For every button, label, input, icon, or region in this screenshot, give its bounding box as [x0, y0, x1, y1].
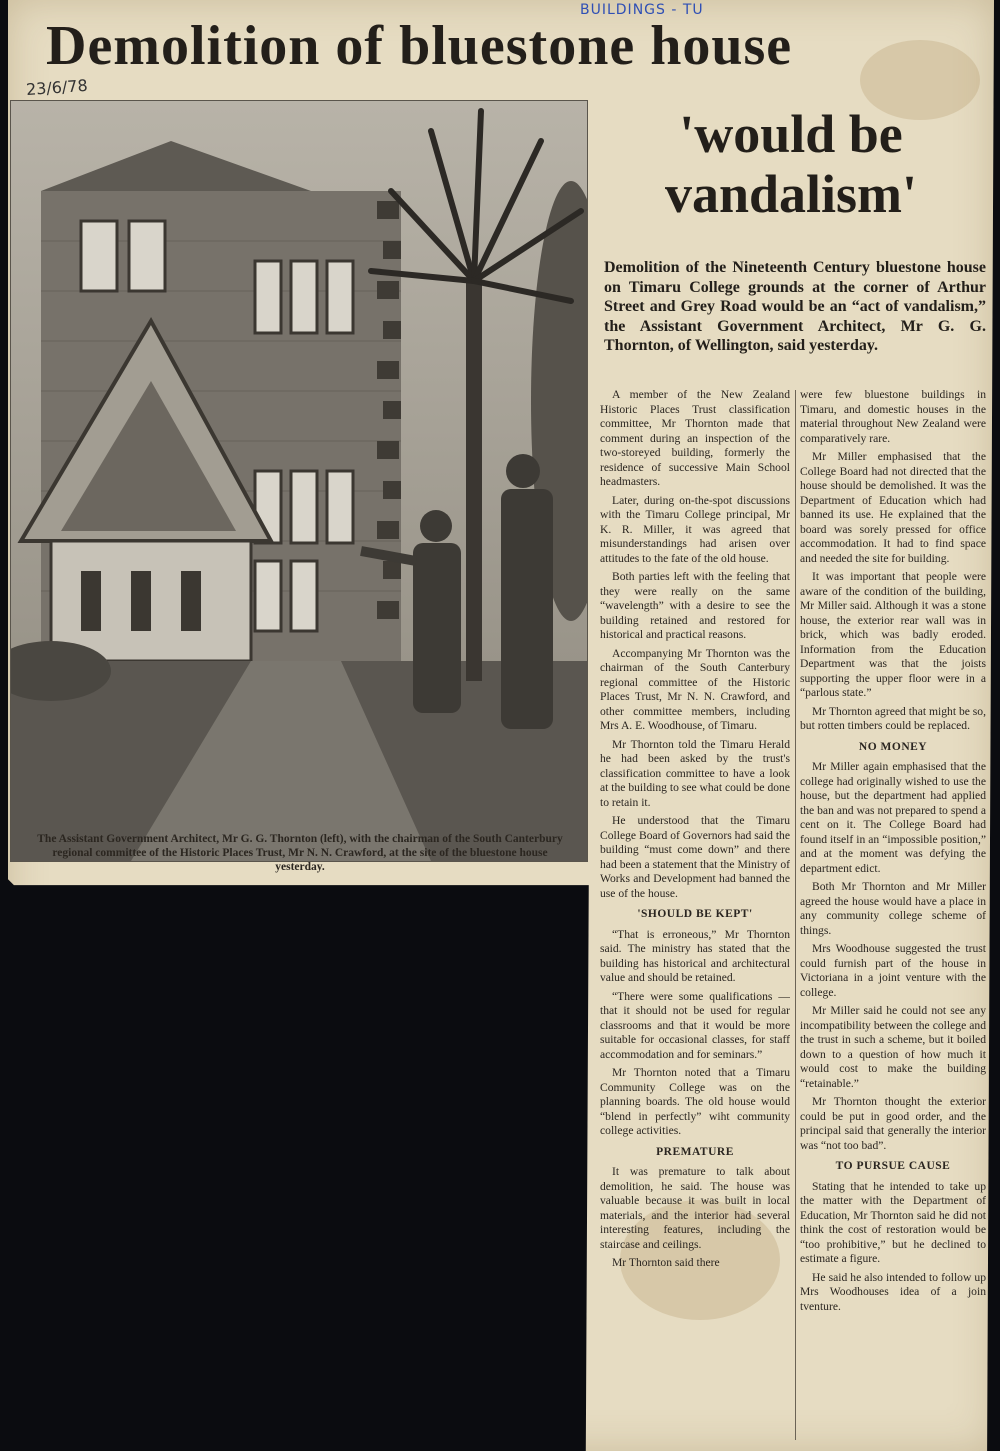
paragraph: He said he also intended to follow up Mrs Woodhouses idea of a join tventure.: [800, 1270, 986, 1313]
subheading: TO PURSUE CAUSE: [835, 1160, 951, 1172]
paragraph: were few bluestone buildings in Timaru, and domestic houses in the material throughout New Zealand were comparatively rare.: [800, 388, 986, 445]
paragraph: It was premature to talk about demolition, he said. The house was valuable because it was built in local materials, and the interior had several interesting features, including the staircase and ceilings.: [600, 1165, 790, 1251]
headline-line-1: Demolition of bluestone house: [46, 15, 793, 77]
paragraph: Later, during on-the-spot discussions with the Timaru College principal, Mr K. R. Miller, it was agreed that misunderstandings had arisen over attitudes to the fate of the old house.: [600, 493, 790, 565]
handwritten-date-note: 23/6/78: [25, 75, 89, 100]
headline-subtitle: [606, 104, 976, 224]
subheading: NO MONEY: [858, 740, 928, 753]
paragraph: Mr Miller said he could not see any incompatibility between the college and the trust in such a scheme, but it boiled down to a question of how much it would cost to make the building “retainable.”: [800, 1004, 986, 1090]
paragraph: Both Mr Thornton and Mr Miller agreed the house would have a place in any community college scheme of things.: [800, 880, 986, 937]
paragraph: Mrs Woodhouse suggested the trust could furnish part of the house in Victoriana in a joint venture with the college.: [800, 942, 986, 999]
subheading: PREMATURE: [656, 1145, 734, 1158]
paragraph: Accompanying Mr Thornton was the chairman of the South Canterbury regional committee of the Historic Places Trust, Mr N. N. Crawford, and other committee members, including Mrs A. E. Woodhouse, of Timaru.: [600, 646, 790, 732]
article-lead: Demolition of the Nineteenth Century bluestone house on Timaru College grounds at the corner of Arthur Street and Grey Road would be an “act of vandalism,” the Assistant Government Architect, Mr G. G. Thornton, of Wellington, said yesterday.: [604, 259, 986, 354]
paragraph: Mr Thornton thought the exterior could be put in good order, and the principal said that generally the interior was “not too bad”.: [800, 1095, 986, 1152]
paragraph: Both parties left with the feeling that they were really on the same “wavelength” with a desire to see the building retained and restored for historical and practical reasons.: [600, 570, 790, 641]
paragraph: It was important that people were aware of the condition of the building, Mr Miller said. Although it was a stone house, the exterior rear wall was in brick, which was badly eroded. Information from the Education Department was that the joists supporting the upper floor were in a “parlous state.”: [800, 570, 986, 699]
photo-caption: The Assistant Government Architect, Mr G. G. Thornton (left), with the chairman of the South Canterbury regional committee of the Historic Places Trust, Mr N. N. Crawford, at the site of the bluestone house yesterday.: [37, 833, 563, 873]
paragraph: Mr Miller again emphasised that the college had originally wished to use the house, but the department had applied the ban and was not prepared to spend a cent on it. The College Board had found itself in an “impossible position,” and at the moment was defying the department edict.: [800, 760, 986, 875]
paragraph: Mr Miller emphasised that the College Board had not directed that the house should be demolished. It was the Department of Education which had banned its use. He explained that the board was sorely pressed for office accommodation. It had to find space and needed the site for building.: [800, 450, 986, 565]
headline-line-3: vandalism': [664, 164, 918, 224]
article-column-2: [800, 388, 986, 1448]
paragraph: “That is erroneous,” Mr Thornton said. The ministry has stated that the building has historical and architectural value and should be retained.: [600, 927, 790, 984]
house-photo-illustration: [11, 101, 587, 861]
paragraph: Mr Thornton told the Timaru Herald he had been asked by the trust's classification committee to have a look at the building to see what could be done to retain it.: [600, 737, 790, 809]
paragraph: Mr Thornton said there: [612, 1256, 720, 1269]
paragraph: “There were some qualifications — that it should not be used for regular classrooms and that it would be more suitable for occasional classes, for staff accommodation and for seminars.”: [600, 989, 790, 1061]
handwritten-category-note: BUILDINGS - TU: [580, 2, 704, 18]
paragraph: Mr Thornton noted that a Timaru Community College was on the planning boards. The old house would “blend in perfectly” wiht community college activities.: [600, 1066, 790, 1137]
paragraph: Stating that he intended to take up the matter with the Department of Education, Mr Thornton said he did not think the cost of restoration would be “too prohibitive,” but he declined to estimate a figure.: [800, 1179, 986, 1265]
paragraph: A member of the New Zealand Historic Places Trust classification committee, Mr Thornton made that comment during an inspection of the two-storeyed building, formerly the residence of successive Main School headmasters.: [600, 388, 790, 488]
headline-line-2: 'would be: [679, 104, 903, 164]
article-column-1: [600, 388, 790, 1448]
subheading: 'SHOULD BE KEPT': [637, 908, 753, 920]
news-photo: [10, 100, 588, 862]
paragraph: Mr Thornton agreed that might be so, but rotten timbers could be replaced.: [800, 704, 986, 732]
column-divider: [795, 390, 796, 1440]
paragraph: He understood that the Timaru College Board of Governors had said the building “must come down” and there had been a statement that the Ministry of Works and Development had banned the use of the house.: [600, 814, 790, 900]
